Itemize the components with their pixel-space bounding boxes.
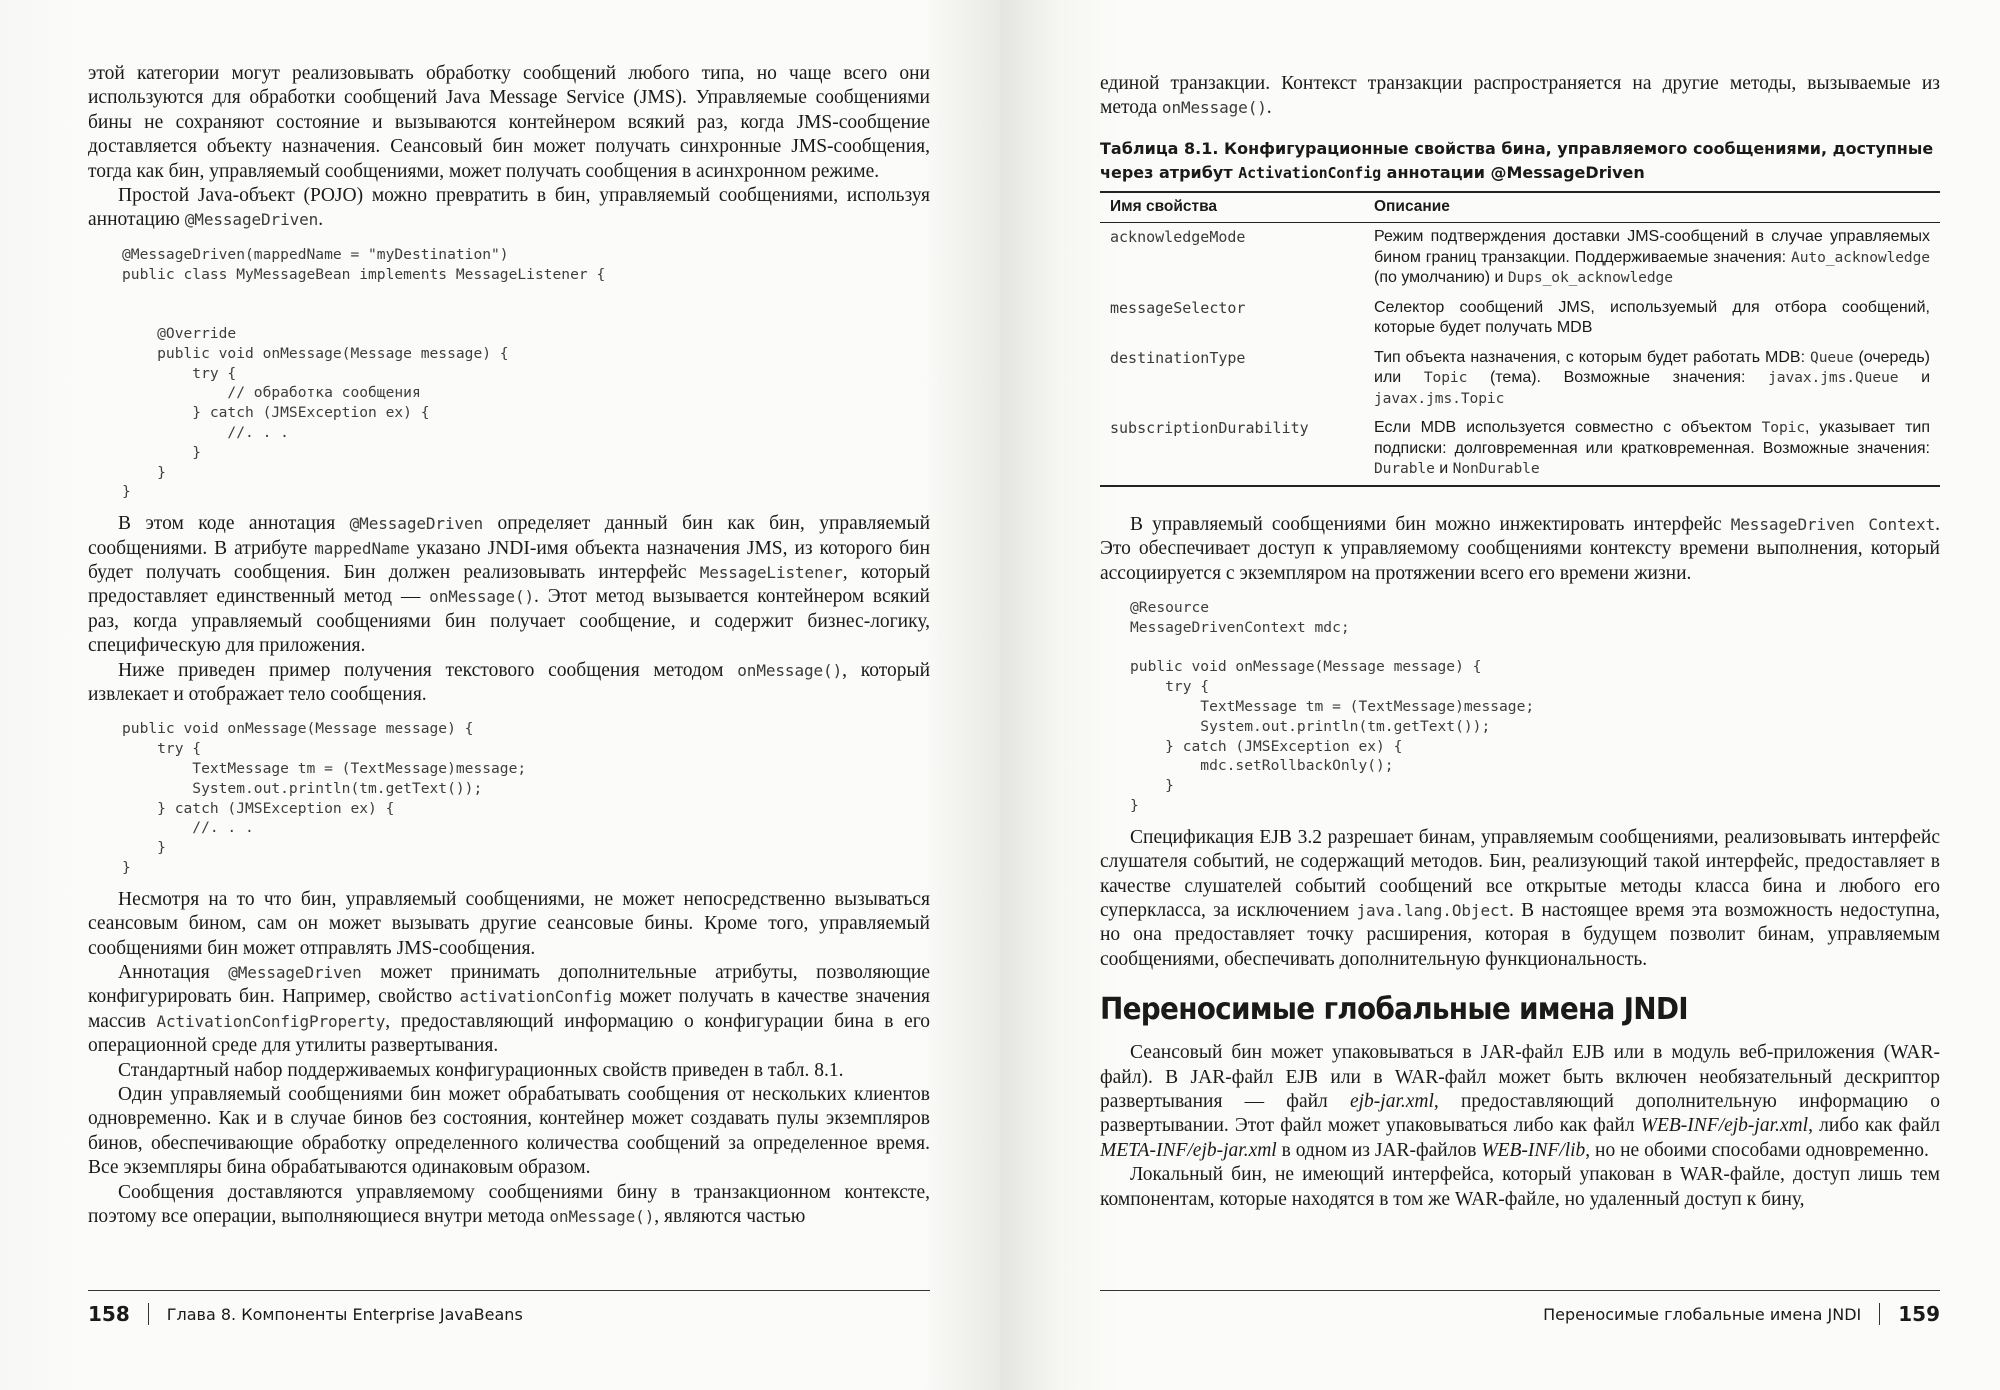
paragraph: Несмотря на то что бин, управляемый сообщениями, не может непосредственно вызываться сеансовым бином, сам он может вызывать другие сеансовые бины. Кроме того, управляемый сообщениями бин может отправлять JMS-сообщения.: [88, 888, 930, 959]
code-listing: public void onMessage(Message message) { try { TextMessage tm = (TextMessage)message; System.out.println(tm.getText()); } catch (JMSException ex) { //. . . } }: [122, 720, 527, 877]
property-name: destinationType: [1110, 348, 1246, 367]
paragraph: В этом коде аннотация @MessageDriven определяет данный бин как бин, управляемый сообщениями. В атрибуте mappedName указано JNDI-имя объекта назначения JMS, из которого бин будет получать сообщения. Бин должен реализовывать интерфейс MessageListener, который предоставляет единственный метод — onMessage(). Этот метод вызывается контейнером всякий раз, когда управляемый сообщениями бин получает сообщение, и содержит бизнес-логику, специфическую для приложения.: [88, 513, 931, 657]
running-head: Переносимые глобальные имена JNDI: [1543, 1304, 1862, 1324]
paragraph: Один управляемый сообщениями бин может обрабатывать сообщения от нескольких клиентов одновременно. Как и в случае бинов без состояния, контейнер может создавать пулы экземпляров бинов, обеспечивающие обработку определенного количества сообщений за определенное время. Все экземпляры бина обрабатываются одинаковым образом.: [88, 1084, 930, 1179]
paragraph: Сообщения доставляются управляемому сообщениями бину в транзакционном контексте, поэтому все операции, выполняющиеся внутри метода onMessage(), являются частью: [88, 1181, 930, 1228]
paragraph: Простой Java-объект (POJO) можно превратить в бин, управляемый сообщениями, используя аннотацию @MessageDriven.: [88, 185, 930, 231]
right-page: [1000, 0, 2000, 1390]
paragraph: Локальный бин, не имеющий интерфейса, который упакован в WAR-файле, доступ лишь тем компонентам, которые находятся в том же WAR-файле, но удаленный доступ к бину,: [1100, 1164, 1940, 1210]
footer-divider: [1879, 1303, 1880, 1325]
code-listing: @MessageDriven(mappedName = "myDestination") public class MyMessageBean implements MessageListener { @Override public void onMessage(Message message) { try { // обработка сообщения } catch (JMSException ex) { //. . . } } }: [122, 245, 606, 501]
paragraph: Сеансовый бин может упаковываться в JAR-файл EJB или в модуль веб-приложения (WAR-файл). В JAR-файл EJB или в WAR-файл может быть включен необязательный дескриптор развертывания — файл ejb-jar.xml, предоставляющий дополнительную информацию о развертывании. Этот файл может упаковываться либо как файл WEB-INF/ejb-jar.xml, либо как файл META-INF/ejb-jar.xml в одном из JAR-файлов WEB-INF/lib, но не обоими способами одновременно.: [1100, 1042, 1941, 1161]
footer-rule: [1100, 1290, 1940, 1291]
property-name: messageSelector: [1110, 298, 1246, 317]
table-header: Имя свойства: [1100, 192, 1364, 223]
page-number: 159: [1898, 1302, 1940, 1326]
page-footer: [88, 1302, 523, 1326]
table-header: Описание: [1364, 192, 1940, 223]
footer-rule: [88, 1290, 930, 1291]
table-row: [1100, 414, 1940, 486]
paragraph: Аннотация @MessageDriven может принимать дополнительные атрибуты, позволяющие конфигурировать бин. Например, свойство activationConfig может получать в качестве значения массив ActivationConfigProperty, предоставляющий информацию о конфигурации бина в его операционной среде для утилиты развертывания.: [88, 962, 931, 1057]
property-description: Режим подтверждения доставки JMS-сообщений в случае управляемых бином границ транзакции. Поддерживаемые значения: Auto_acknowledge (по умолчанию) и Dups_ok_acknowledge: [1374, 228, 1930, 287]
property-description: Если MDB используется совместно с объектом Topic, указывает тип подписки: долговременная или кратковременная. Возможные значения: Durable и NonDurable: [1364, 414, 1940, 486]
code-listing: @Resource MessageDrivenContext mdc; public void onMessage(Message message) { try { TextMessage tm = (TextMessage)message; System.out.println(tm.getText()); } catch (JMSException ex) { mdc.setRollbackOnly(); } }: [1130, 599, 1535, 814]
table-caption: Таблица 8.1. Конфигурационные свойства бина, управляемого сообщениями, доступные через атрибут ActivationConfig аннотации @MessageDriven: [1100, 138, 1934, 182]
property-description: Селектор сообщений JMS, используемый для отбора сообщений, которые будет получать MDB: [1374, 298, 1930, 337]
paragraph: Стандартный набор поддерживаемых конфигурационных свойств приведен в табл. 8.1.: [118, 1059, 844, 1081]
page-footer: [1543, 1302, 1940, 1326]
paragraph: Спецификация EJB 3.2 разрешает бинам, управляемым сообщениями, реализовывать интерфейс слушателя событий, не содержащий методов. Бин, реализующий такой интерфейс, предоставляет в качестве слушателей событий сообщений все открытые методы класса бина и любого его суперкласса, за исключением java.lang.Object. В настоящее время эта возможность недоступна, но она предоставляет точку расширения, которая в будущем позволит бинам, управляемым сообщениями, обеспечивать дополнительную функциональность.: [1100, 826, 1940, 970]
paragraph: Ниже приведен пример получения текстового сообщения методом onMessage(), который извлекает и отображает тело сообщения.: [88, 659, 931, 706]
page-number: 158: [88, 1302, 130, 1326]
property-name: subscriptionDurability: [1100, 414, 1364, 486]
paragraph: единой транзакции. Контекст транзакции распространяется на другие методы, вызываемые из метода onMessage().: [1100, 73, 1940, 119]
running-head: Глава 8. Компоненты Enterprise JavaBeans: [166, 1304, 523, 1324]
left-column: [88, 62, 930, 1230]
table-row: [1100, 294, 1940, 344]
right-column: [1100, 72, 1940, 1212]
table-row: [1100, 223, 1940, 294]
paragraph: этой категории могут реализовывать обработку сообщений любого типа, но чаще всего они используются для обработки сообщений Java Message Service (JMS). Управляемые сообщениями бины не сохраняют состояние и вызываются контейнером всякий раз, когда JMS-сообщение доставляется объекту назначения. Сеансовый бин может получать синхронные JMS-сообщения, тогда как бин, управляемый сообщениями, может получать сообщения в асинхронном режиме.: [88, 63, 930, 182]
property-name: acknowledgeMode: [1110, 228, 1246, 247]
section-heading: Переносимые глобальные имена JNDI: [1100, 992, 1688, 1028]
table-row: [1100, 344, 1940, 415]
config-properties-table: [1100, 191, 1940, 487]
footer-divider: [148, 1303, 149, 1325]
paragraph: В управляемый сообщениями бин можно инжектировать интерфейс MessageDriven Context. Это обеспечивает доступ к управляемому сообщениями контексту времени выполнения, который ассоциируется с экземпляром на протяжении всего его времени жизни.: [1100, 513, 1940, 584]
property-description: Тип объекта назначения, с которым будет работать MDB: Queue (очередь) или Topic (тема). Возможные значения: javax.jms.Queue и javax.jms.Topic: [1374, 348, 1930, 407]
